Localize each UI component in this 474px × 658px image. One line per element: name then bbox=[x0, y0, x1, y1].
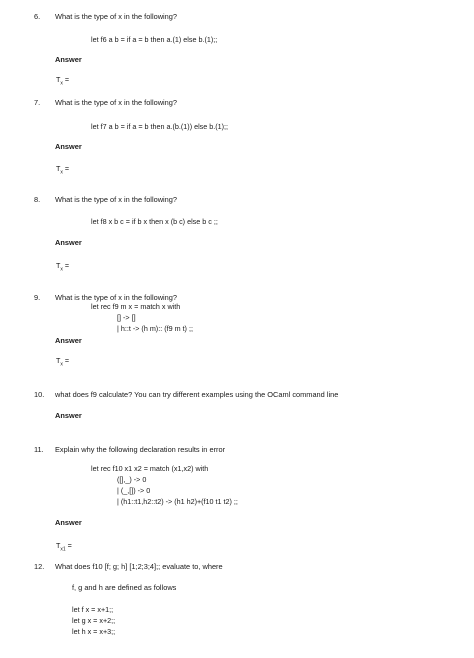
answer-label: Answer bbox=[55, 518, 82, 527]
question-text: What is the type of x in the following? bbox=[55, 12, 178, 21]
question-number: 9. bbox=[34, 293, 41, 302]
type-variable: $T_x$ = bbox=[56, 261, 70, 273]
type-variable: $T_x$ = bbox=[56, 75, 70, 87]
question-text: What is the type of x in the following? bbox=[55, 98, 178, 107]
question-text: What is the type of x in the following? bbox=[55, 195, 178, 204]
question-text: what does f9 calculate? You can try different examples using the OCaml command line bbox=[55, 390, 339, 399]
code-line: | h::t -> (h m):: (f9 m t) ;; bbox=[117, 324, 193, 333]
code-line: | (_,[]) -> 0 bbox=[117, 486, 151, 495]
question-text: Explain why the following declaration results in error bbox=[55, 445, 226, 454]
question-number: 10. bbox=[34, 390, 45, 399]
code-line: let rec f9 m x = match x with bbox=[91, 302, 181, 311]
code-line: let h x = x+3;; bbox=[72, 627, 116, 636]
type-variable: $T_x$ = bbox=[56, 356, 70, 368]
code-line: let f x = x+1;; bbox=[72, 605, 114, 614]
question-subtext: f, g and h are defined as follows bbox=[72, 583, 177, 592]
answer-label: Answer bbox=[55, 55, 82, 64]
question-text: What does f10 [f; g; h] [1;2;3;4];; evaluate to, where bbox=[55, 562, 223, 571]
answer-label: Answer bbox=[55, 336, 82, 345]
code-line: let rec f10 x1 x2 = match (x1,x2) with bbox=[91, 464, 209, 473]
question-number: 6. bbox=[34, 12, 41, 21]
question-number: 11. bbox=[34, 445, 44, 454]
question-number: 8. bbox=[34, 195, 41, 204]
code-line: ([],_) -> 0 bbox=[117, 475, 147, 484]
code-line: let f8 x b c = if b x then x (b c) else b c ;; bbox=[91, 217, 218, 226]
answer-label: Answer bbox=[55, 142, 82, 151]
question-text: What is the type of x in the following? bbox=[55, 293, 178, 302]
question-number: 12. bbox=[34, 562, 45, 571]
type-variable: $T_x$ = bbox=[56, 164, 70, 176]
code-line: | (h1::t1,h2::t2) -> (h1 h2)+(f10 t1 t2) ;; bbox=[117, 497, 238, 506]
code-line: [] -> [] bbox=[117, 313, 136, 322]
answer-label: Answer bbox=[55, 411, 82, 420]
code-line: let f6 a b = if a = b then a.(1) else b.(1);; bbox=[91, 35, 218, 44]
code-line: let g x = x+2;; bbox=[72, 616, 116, 625]
answer-label: Answer bbox=[55, 238, 82, 247]
code-line: let f7 a b = if a = b then a.(b.(1)) else b.(1);; bbox=[91, 122, 229, 131]
type-variable: $T_{x1}$ = bbox=[56, 541, 72, 553]
question-number: 7. bbox=[34, 98, 41, 107]
